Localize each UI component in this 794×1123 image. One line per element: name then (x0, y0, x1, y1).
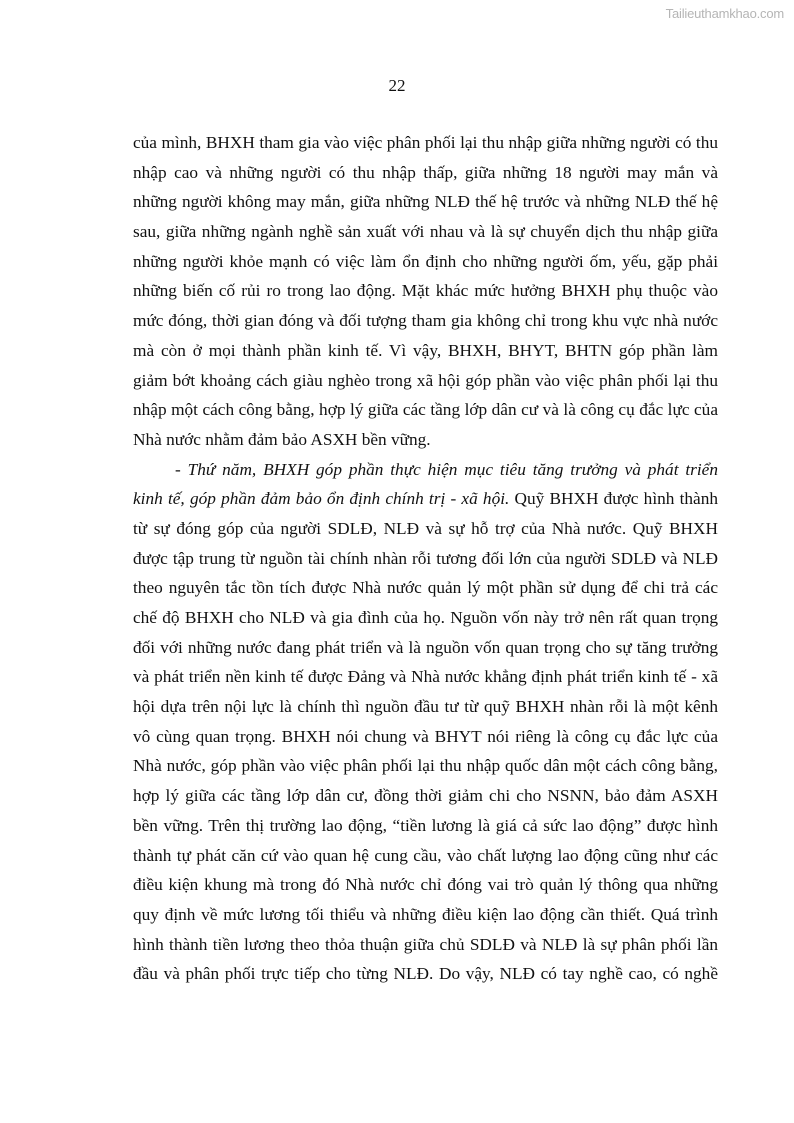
text-line: những người không may mắn, giữa những NLĐ thế hệ trước và những NLĐ thế hệ (133, 192, 718, 212)
text-line: giảm bớt khoảng cách giàu nghèo trong xã hội góp phần vào việc phân phối lại thu (133, 370, 718, 390)
text-line: quy định về mức lương tối thiểu và những điều kiện lao động cần thiết. Quá trình (133, 904, 718, 924)
text-line: những người khỏe mạnh có việc làm ổn định cho những người ốm, yếu, gặp phải (133, 251, 718, 271)
text-line: hội dựa trên nội lực là chính thì nguồn đầu tư từ quỹ BHXH nhàn rỗi là một kênh (133, 697, 718, 717)
italic-heading: kinh tế, góp phần đảm bảo ổn định chính trị - xã hội. (133, 489, 510, 509)
text-line: mà còn ở mọi thành phần kinh tế. Vì vậy, BHXH, BHYT, BHTN góp phần làm (133, 340, 718, 360)
text-line: theo nguyên tắc tồn tích được Nhà nước quản lý một phần sử dụng để chi trả các (133, 578, 718, 598)
text-line: mức đóng, thời gian đóng và đối tượng tham gia không chỉ trong khu vực nhà nước (133, 311, 718, 331)
document-body (133, 128, 718, 989)
text-line: những biến cố rủi ro trong lao động. Mặt khác mức hưởng BHXH phụ thuộc vào (133, 281, 718, 301)
text-line: đối với những nước đang phát triển và là nguồn vốn quan trọng cho sự tăng trưởng (133, 637, 718, 657)
text-line: và phát triển nền kinh tế được Đảng và Nhà nước khẳng định phát triển kinh tế - xã (133, 667, 718, 687)
text-line: thành tự phát căn cứ vào quan hệ cung cầu, vào chất lượng lao động cũng như các (133, 845, 718, 865)
text-line: bền vững. Trên thị trường lao động, “tiền lương là giá cả sức lao động” được hình (133, 815, 718, 835)
text-line: đầu và phân phối trực tiếp cho từng NLĐ. Do vậy, NLĐ có tay nghề cao, có nghề (133, 964, 718, 984)
text-line: nhập cao và những người có thu nhập thấp, giữa những 18 người may mắn và (133, 162, 718, 182)
text-line: Nhà nước, góp phần vào việc phân phối lại thu nhập quốc dân một cách công bằng, (133, 756, 718, 776)
italic-heading: - Thứ năm, BHXH góp phần thực hiện mục tiêu tăng trưởng và phát triển (175, 459, 718, 479)
text-line: hình thành tiền lương theo thỏa thuận giữa chủ SDLĐ và NLĐ là sự phân phối lần (133, 934, 718, 954)
section-heading-line (133, 455, 718, 485)
text-line: kinh tế, góp phần đảm bảo ổn định chính trị - xã hội. Quỹ BHXH được hình thành (133, 489, 718, 509)
text-line: từ sự đóng góp của người SDLĐ, NLĐ và sự hỗ trợ của Nhà nước. Quỹ BHXH (133, 518, 718, 538)
text-line: sau, giữa những ngành nghề sản xuất với nhau và là sự chuyển dịch thu nhập giữa (133, 222, 718, 242)
text-line: của mình, BHXH tham gia vào việc phân phối lại thu nhập giữa những người có thu (133, 133, 718, 152)
text-line: được tập trung từ nguồn tài chính nhàn rỗi tương đối lớn của người SDLĐ và NLĐ (133, 548, 718, 568)
page-number: 22 (388, 76, 406, 95)
text-line: điều kiện khung mà trong đó Nhà nước chỉ đóng vai trò quản lý thông qua những (133, 875, 718, 895)
text-line: hợp lý giữa các tầng lớp dân cư, đồng thời giảm chi cho NSNN, bảo đảm ASXH (133, 786, 718, 806)
watermark: Tailieuthamkhao.com (665, 6, 784, 21)
paragraph-end-line: Nhà nước nhằm đảm bảo ASXH bền vững. (133, 429, 431, 449)
text-line: nhập một cách công bằng, hợp lý giữa các tầng lớp dân cư và là công cụ đắc lực của (133, 400, 718, 420)
text-line: vô cùng quan trọng. BHXH nói chung và BHYT nói riêng là công cụ đắc lực của (133, 726, 718, 746)
text-line: chế độ BHXH cho NLĐ và gia đình của họ. Nguồn vốn này trở nên rất quan trọng (133, 608, 718, 627)
